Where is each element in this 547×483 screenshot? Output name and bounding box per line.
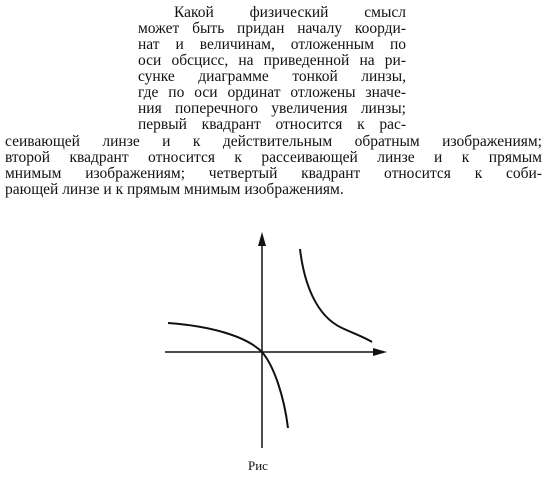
text-line-10: второй квадрант относится к рассеивающей линзе и к прямым	[5, 149, 542, 166]
curve-through-origin	[168, 323, 288, 428]
text-line-3: нат и величинам, отложенным по	[138, 36, 406, 53]
figure-caption: Рис	[248, 458, 268, 473]
y-axis-arrow	[258, 232, 266, 246]
text-line-9: сеивающей линзе и к действительным обратным изображениям;	[5, 133, 542, 150]
x-axis-arrow	[373, 348, 387, 356]
text-line-5: сунке диаграмме тонкой линзы,	[138, 68, 406, 85]
curve-quadrant-1	[300, 249, 372, 342]
text-line-8: первый квадрант относится к рас-	[138, 116, 406, 133]
lens-diagram	[150, 228, 400, 453]
text-line-2: может быть придан началу коорди-	[138, 20, 406, 37]
text-line-6: где по оси ординат отложены значе-	[138, 84, 406, 101]
text-line-7: ния поперечного увеличения линзы;	[138, 100, 406, 117]
text-line-12: рающей линзе и к прямым мнимым изображениям.	[5, 181, 344, 198]
text-line-4: оси обсцисс, на приведенной на ри-	[138, 52, 406, 69]
text-line-1: Какой физический смысл	[174, 4, 406, 21]
text-line-11: мнимым изображениям; четвертый квадрант относится к соби-	[5, 165, 542, 182]
